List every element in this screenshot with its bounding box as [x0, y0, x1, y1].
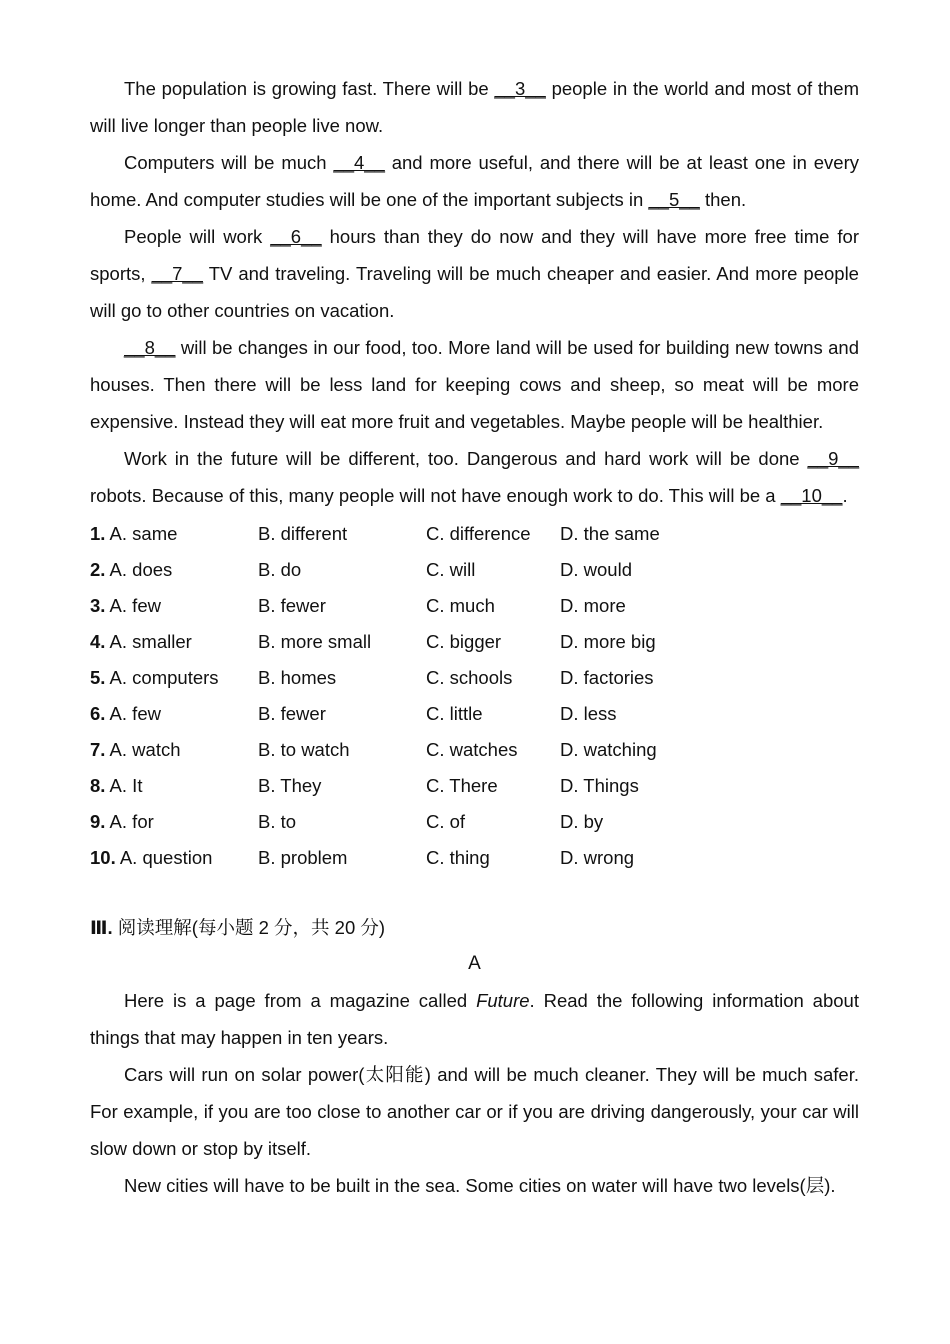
blank-4: __4__ — [333, 152, 385, 173]
option-a: A. few — [105, 703, 161, 724]
question-row — [90, 552, 859, 588]
question-number: 10. — [90, 847, 116, 868]
text: people in the world and most of them will live longer than people live now. — [90, 78, 859, 136]
option-c: C. watches — [426, 739, 518, 760]
option-c: C. difference — [426, 523, 531, 544]
blank-6: __6__ — [270, 226, 322, 247]
option-a: A. few — [105, 595, 161, 616]
cloze-paragraph-2 — [90, 144, 859, 218]
reading-intro — [90, 982, 859, 1056]
question-row — [90, 624, 859, 660]
text: . Read the following information about things that may happen in ten years. — [90, 990, 859, 1048]
text: then. — [699, 189, 747, 210]
option-c: C. of — [426, 811, 466, 832]
cloze-paragraph-4 — [90, 329, 859, 440]
option-d: D. by — [560, 811, 604, 832]
option-c: C. schools — [426, 667, 513, 688]
question-row — [90, 588, 859, 624]
option-b: B. problem — [258, 847, 348, 868]
option-b: B. They — [258, 775, 322, 796]
option-a: A. computers — [105, 667, 219, 688]
question-row — [90, 732, 859, 768]
option-a: A. watch — [105, 739, 181, 760]
text: robots. Because of this, many people will not have enough work to do. This will be a — [90, 485, 781, 506]
option-d: D. more big — [560, 631, 656, 652]
option-c: C. bigger — [426, 631, 502, 652]
cloze-paragraph-5 — [90, 440, 859, 514]
option-a: A. for — [105, 811, 154, 832]
option-d: D. less — [560, 703, 617, 724]
question-number: 3. — [90, 595, 106, 616]
question-row — [90, 696, 859, 732]
option-b: B. do — [258, 559, 302, 580]
question-options — [90, 516, 859, 876]
option-c: C. There — [426, 775, 498, 796]
option-a: A. It — [105, 775, 143, 796]
part-label: A — [468, 953, 481, 974]
blank-8: __8__ — [124, 337, 176, 358]
option-c: C. much — [426, 595, 495, 616]
option-a: A. does — [105, 559, 173, 580]
option-a: A. question — [115, 847, 213, 868]
question-row — [90, 516, 859, 552]
text: will be changes in our food, too. More land will be used for building new towns and houses. Then there will be less land for keeping cows and sheep, so meat will be more expensive. Instead they will eat more fruit and vegetables. Maybe people will be healthier. — [90, 337, 859, 432]
cloze-paragraph-3 — [90, 218, 859, 329]
question-number: 6. — [90, 703, 106, 724]
section-heading — [90, 910, 859, 946]
option-c: C. thing — [426, 847, 490, 868]
blank-7: __7__ — [151, 263, 203, 284]
question-number: 7. — [90, 739, 106, 760]
question-number: 8. — [90, 775, 106, 796]
option-a: A. smaller — [105, 631, 192, 652]
option-b: B. fewer — [258, 703, 326, 724]
question-number: 4. — [90, 631, 106, 652]
blank-10: __10__ — [780, 485, 843, 506]
option-d: D. more — [560, 595, 626, 616]
option-a: A. same — [105, 523, 178, 544]
text: Computers will be much — [124, 152, 334, 173]
reading-paragraph-cars: Cars will run on solar power(太阳能) and will be much cleaner. They will be much safer. For example, if you are too close to another car or if you are driving dangerously, your car will slow down or stop by itself. — [90, 1064, 859, 1159]
section-number: Ⅲ. — [90, 917, 113, 938]
text: People will work — [124, 226, 271, 247]
question-row — [90, 804, 859, 840]
document-content — [90, 70, 859, 1204]
question-number: 5. — [90, 667, 106, 688]
text: and more useful, and there will be at least one in every home. And computer studies will be one of the important subjects in — [90, 152, 860, 210]
option-d: D. the same — [560, 523, 660, 544]
text: Work in the future will be different, too. Dangerous and hard work will be done — [124, 448, 808, 469]
section-title: 阅读理解(每小题 2 分，共 20 分) — [112, 917, 386, 938]
blank-5: __5__ — [648, 189, 700, 210]
reading-paragraph-cities: New cities will have to be built in the sea. Some cities on water will have two levels(层). — [124, 1175, 836, 1196]
option-c: C. little — [426, 703, 483, 724]
option-d: D. would — [560, 559, 632, 580]
option-d: D. Things — [560, 775, 639, 796]
text: . — [842, 485, 848, 506]
question-number: 9. — [90, 811, 106, 832]
option-c: C. will — [426, 559, 476, 580]
option-d: D. wrong — [560, 847, 635, 868]
option-d: D. factories — [560, 667, 654, 688]
question-row — [90, 768, 859, 804]
text: TV and traveling. Traveling will be much cheaper and easier. And more people will go to other countries on vacation. — [90, 263, 859, 321]
option-b: B. to — [258, 811, 297, 832]
question-row — [90, 840, 859, 876]
text: hours than they do now and they will have more free time for sports, — [90, 226, 860, 284]
magazine-title: Future — [476, 990, 530, 1011]
question-number: 1. — [90, 523, 106, 544]
option-b: B. to watch — [258, 739, 350, 760]
blank-3: __3__ — [494, 78, 546, 99]
option-b: B. different — [258, 523, 348, 544]
question-number: 2. — [90, 559, 106, 580]
option-b: B. fewer — [258, 595, 326, 616]
option-b: B. homes — [258, 667, 337, 688]
question-row — [90, 660, 859, 696]
text: Here is a page from a magazine called — [124, 990, 477, 1011]
text: The population is growing fast. There will be — [124, 78, 495, 99]
blank-9: __9__ — [807, 448, 859, 469]
cloze-paragraph-1 — [90, 70, 859, 144]
option-b: B. more small — [258, 631, 372, 652]
option-d: D. watching — [560, 739, 657, 760]
